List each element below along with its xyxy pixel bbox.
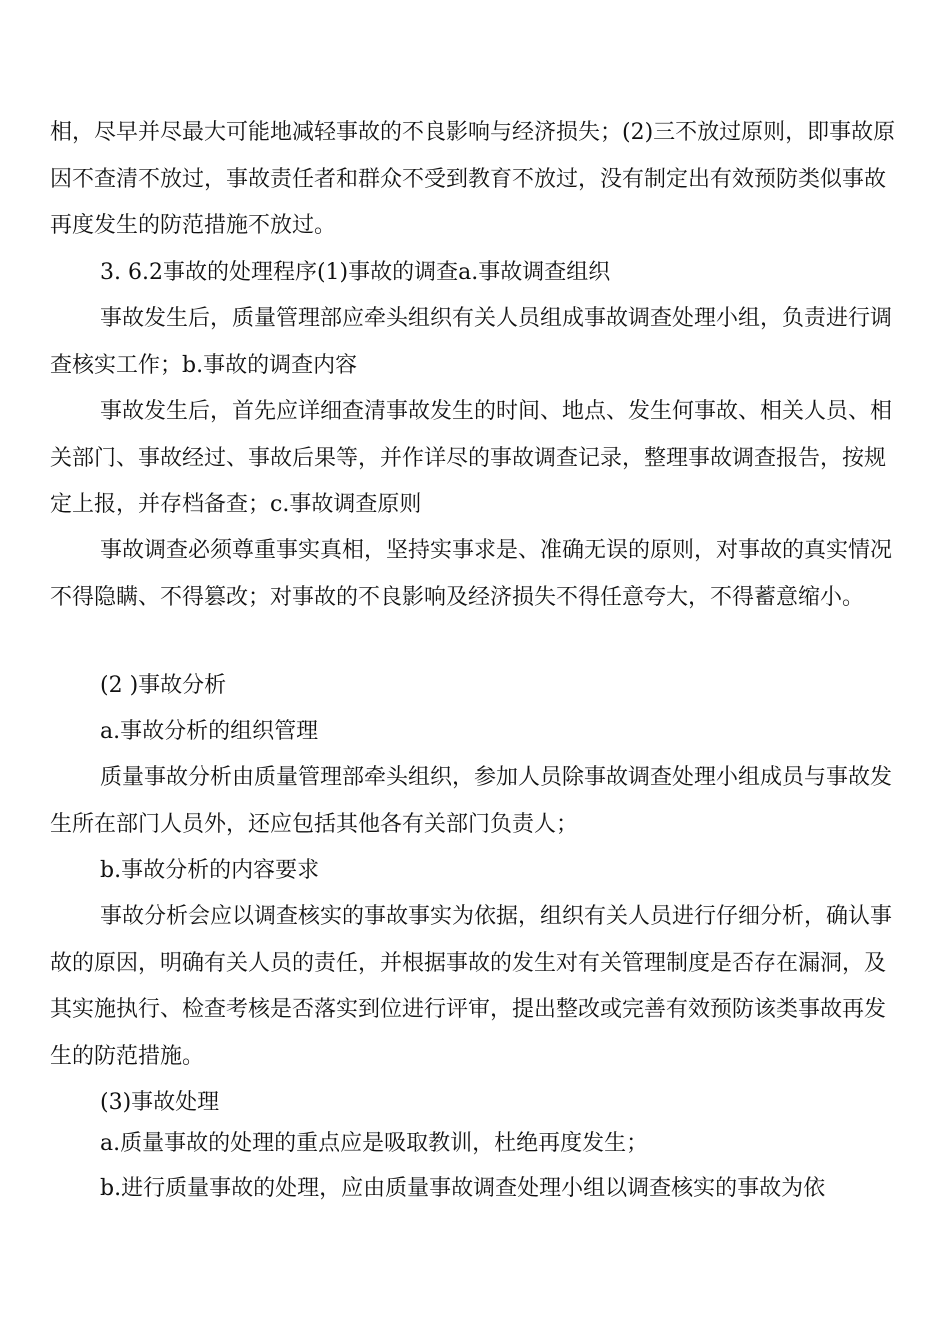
paragraph-principles-continuation: 相，尽早并尽最大可能地减轻事故的不良影响与经济损失；(2)三不放过原则，即事故原因不查清不放过，事故责任者和群众不受到教育不放过，没有制定出有效预防类似事故再度发生的防范措施不放过。 — [50, 120, 896, 238]
paragraph-analysis-content-heading: b.事故分析的内容要求 — [100, 858, 320, 883]
paragraph-analysis-org: 质量事故分析由质量管理部牵头组织，参加人员除事故调查处理小组成员与事故发生所在部门人员外，还应包括其他各有关部门负责人； — [50, 765, 893, 837]
paragraph-handling-heading: (3)事故处理 — [100, 1090, 220, 1115]
paragraph-handling-a: a.质量事故的处理的重点应是吸取教训，杜绝再度发生； — [100, 1131, 649, 1156]
paragraph-analysis-org-heading: a.事故分析的组织管理 — [100, 719, 319, 744]
paragraph-section-heading: 3. 6.2事故的处理程序(1)事故的调查a.事故调查组织 — [100, 260, 611, 285]
paragraph-investigation-principle: 事故调查必须尊重事实真相，坚持实事求是、准确无误的原则，对事故的真实情况不得隐瞒、不得篡改；对事故的不良影响及经济损失不得任意夸大，不得蓄意缩小。 — [50, 538, 893, 610]
paragraph-analysis-heading: (2 )事故分析 — [100, 673, 227, 698]
paragraph-investigation-org: 事故发生后，质量管理部应牵头组织有关人员组成事故调查处理小组，负责进行调查核实工作；b.事故的调查内容 — [50, 306, 893, 378]
paragraph-handling-b: b.进行质量事故的处理，应由质量事故调查处理小组以调查核实的事故为依 — [100, 1176, 826, 1201]
paragraph-analysis-content: 事故分析会应以调查核实的事故事实为依据，组织有关人员进行仔细分析，确认事故的原因，明确有关人员的责任，并根据事故的发生对有关管理制度是否存在漏洞，及其实施执行、检查考核是否落实到位进行评审，提出整改或完善有效预防该类事故再发生的防范措施。 — [50, 904, 893, 1069]
paragraph-investigation-content: 事故发生后，首先应详细查清事故发生的时间、地点、发生何事故、相关人员、相关部门、事故经过、事故后果等，并作详尽的事故调查记录，整理事故调查报告，按规定上报，并存档备查；c.事故调查原则 — [50, 399, 893, 517]
